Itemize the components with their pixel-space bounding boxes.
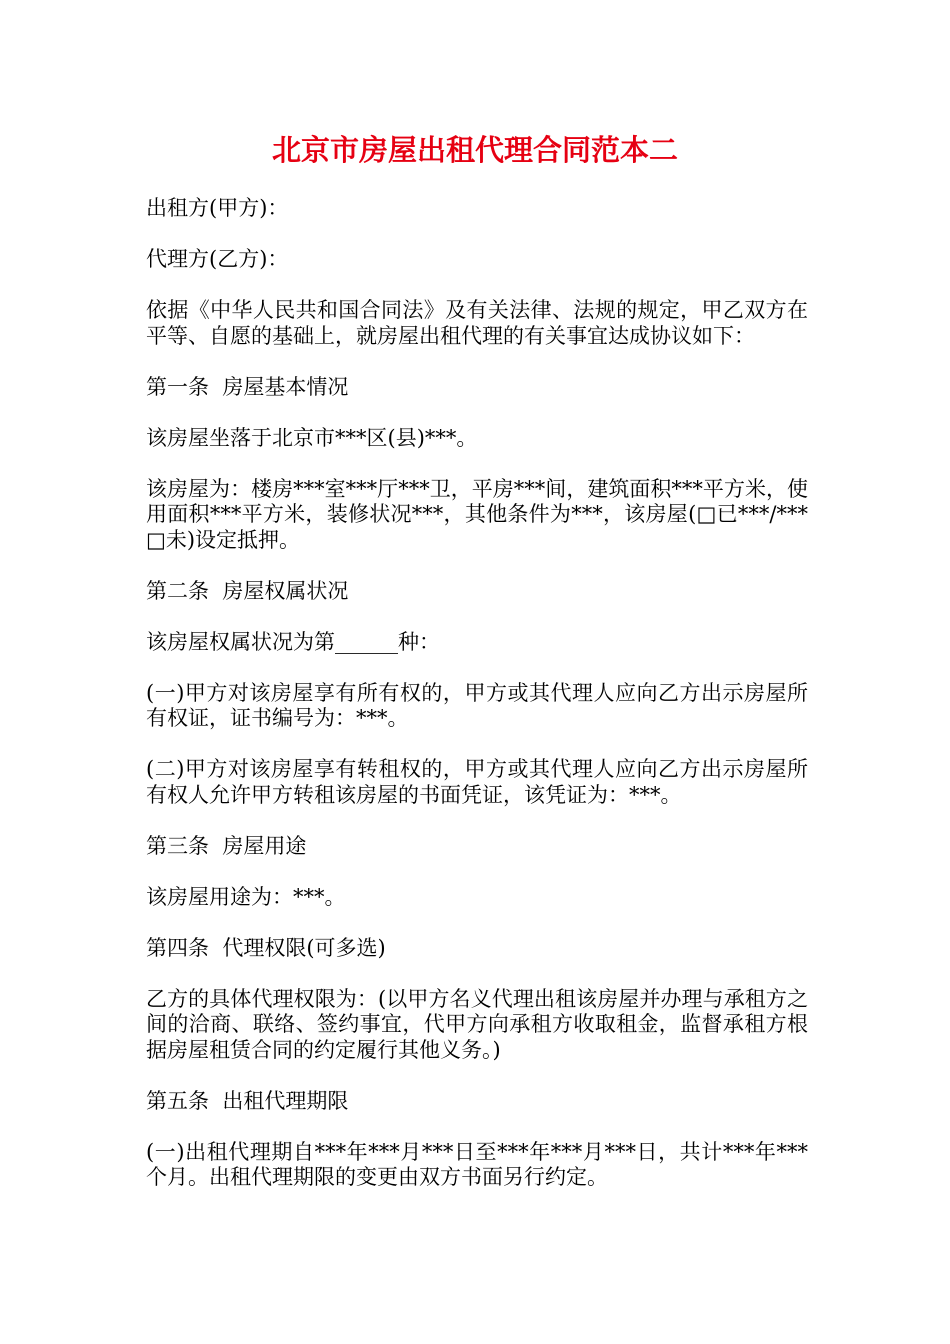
paragraph-ownership-1: (一)甲方对该房屋享有所有权的，甲方或其代理人应向乙方出示房屋所有权证，证书编号为：***。	[146, 680, 808, 730]
paragraph-location: 该房屋坐落于北京市***区(县)***。	[146, 425, 478, 450]
paragraph-agency-period: (一)出租代理期自***年***月***日至***年***月***日，共计***年***个月。出租代理期限的变更由双方书面另行约定。	[146, 1139, 808, 1189]
article-3-heading: 第三条 房屋用途	[146, 833, 307, 858]
paragraph-agent: 代理方(乙方)：	[146, 247, 289, 271]
document-title: 北京市房屋出租代理合同范本二	[271, 133, 678, 167]
article-1-heading: 第一条 房屋基本情况	[146, 374, 349, 399]
article-5-heading: 第五条 出租代理期限	[146, 1088, 349, 1113]
paragraph-ownership-2: (二)甲方对该房屋享有转租权的，甲方或其代理人应向乙方出示房屋所有权人允许甲方转租该房屋的书面凭证，该凭证为：***。	[146, 757, 808, 807]
article-4-heading: 第四条 代理权限(可多选)	[146, 935, 386, 960]
paragraph-house-details: 该房屋为：楼房***室***厅***卫，平房***间，建筑面积***平方米，使用面积***平方米，装修状况***，其他条件为***，该房屋(□已***/***□未)设定抵押。	[146, 476, 808, 552]
paragraph-agency-scope: 乙方的具体代理权限为：(以甲方名义代理出租该房屋并办理与承租方之间的洽商、联络、签约事宜，代甲方向承租方收取租金，监督承租方根据房屋租赁合同的约定履行其他义务。)	[146, 986, 808, 1062]
document-body	[146, 196, 808, 1216]
paragraph-lessor: 出租方(甲方)：	[146, 196, 289, 220]
paragraph-usage: 该房屋用途为：***。	[146, 884, 346, 909]
article-2-heading: 第二条 房屋权属状况	[146, 578, 349, 603]
paragraph-ownership-type: 该房屋权属状况为第______种：	[146, 629, 440, 654]
paragraph-preamble: 依据《中华人民共和国合同法》及有关法律、法规的规定，甲乙双方在平等、自愿的基础上，就房屋出租代理的有关事宜达成协议如下：	[146, 298, 808, 348]
